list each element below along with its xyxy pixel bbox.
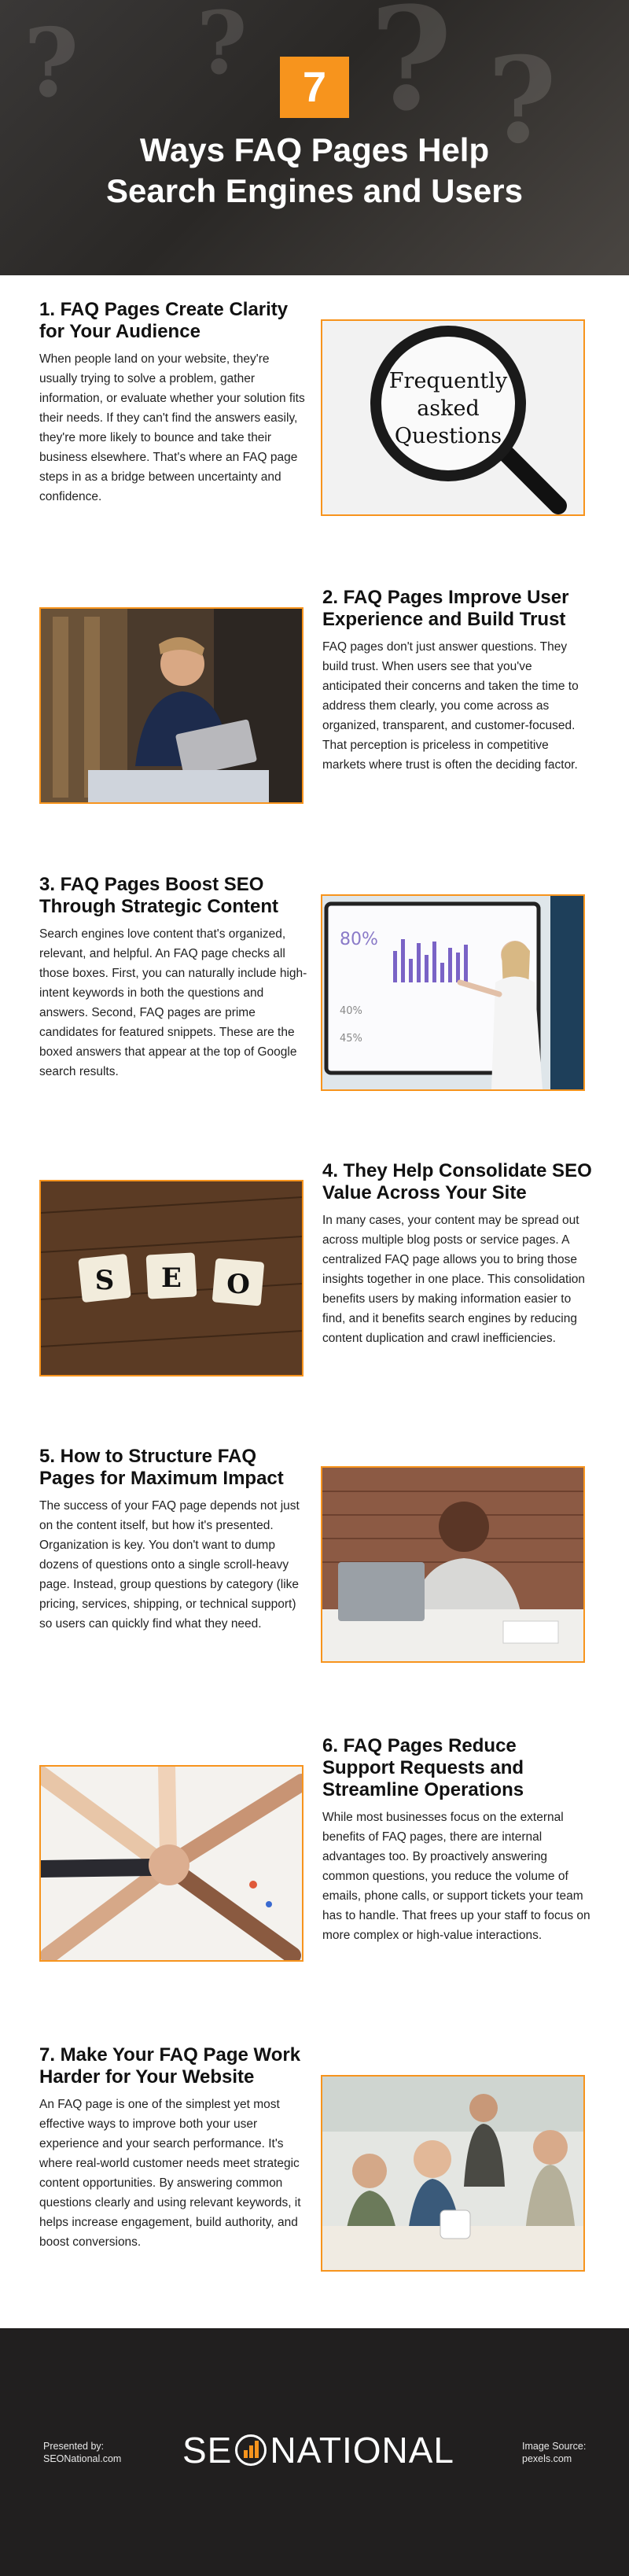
presentation-screen-photo [322, 896, 583, 1089]
section-2 [322, 587, 594, 775]
question-mark-shape: ? [24, 8, 79, 119]
section-2-body: FAQ pages don't just answer questions. They build trust. When users see that you've anticipated their concerns and taken the time to address them clearly, you come across as organized, transparent, and customer-focused. That perception is priceless in competitive markets where trust is often the deciding factor. [322, 640, 579, 772]
section-1-body: When people land on your website, they're usually trying to solve a problem, gather information, or evaluate whether your solution fits their needs. If they can't find the answers easily, they're more likely to bounce and take their business elsewhere. That's where an FAQ page steps in as a bridge between uncertainty and confidence. [39, 352, 305, 503]
section-4-image [39, 1180, 303, 1376]
section-5-title: 5. How to Structure FAQ Pages for Maximum Impact [39, 1446, 284, 1489]
title-line-2: Search Engines and Users [106, 172, 523, 209]
team-hands-photo [41, 1767, 302, 1960]
presented-by-label: Presented by: [43, 2441, 105, 2452]
title-line-1: Ways FAQ Pages Help [139, 131, 490, 168]
presenter-name: SEONational.com [43, 2453, 122, 2464]
seonational-logo [182, 2427, 465, 2474]
question-mark-shape: ? [487, 31, 557, 170]
screen-label-1: 80% [340, 930, 378, 949]
section-1 [39, 299, 311, 507]
section-2-image [39, 607, 303, 804]
section-7-image [321, 2075, 585, 2272]
section-5 [39, 1446, 311, 1634]
section-4 [322, 1160, 594, 1348]
page-title [0, 130, 629, 212]
image-source: pexels.com [522, 2453, 572, 2464]
tile-s: S [94, 1265, 115, 1296]
logo-chart-icon [235, 2434, 267, 2466]
lens-text-2: asked [417, 396, 480, 421]
lens-text-1: Frequently [388, 369, 508, 393]
magnifying-glass-illustration [322, 321, 583, 514]
section-1-image [321, 319, 585, 516]
section-7 [39, 2044, 311, 2252]
section-5-body: The success of your FAQ page depends not just on the content itself, but how it's presented. Organization is key. You don't want to dump dozens of questions onto a single scroll-heavy page. Instead, group questions by category (like pricing, services, shipping, or technical support) so users can quickly find what they need. [39, 1499, 300, 1631]
section-7-title: 7. Make Your FAQ Page Work Harder for Your Website [39, 2044, 301, 2088]
number-badge: 7 [280, 57, 349, 118]
lens-text-3: Questions [394, 424, 502, 448]
logo-text-right: NATIONAL [270, 2430, 455, 2471]
section-6-image [39, 1765, 303, 1962]
tile-e: E [161, 1262, 182, 1294]
section-4-title: 4. They Help Consolidate SEO Value Across Your Site [322, 1160, 592, 1203]
hero-banner [0, 0, 629, 275]
tile-o: O [226, 1269, 250, 1300]
section-3-image [321, 894, 585, 1091]
section-4-body: In many cases, your content may be spread out across multiple blog posts or service pages. A centralized FAQ page allows you to bring those insights together in one place. This consolidation benefits users by making information easier to find, and it benefits search engines by reducing content duplication and crawl inefficiencies. [322, 1214, 586, 1345]
smiling-man-laptop-photo [322, 1468, 583, 1661]
section-5-image [321, 1466, 585, 1663]
section-6 [322, 1735, 594, 1945]
section-7-body: An FAQ page is one of the simplest yet most effective ways to improve both your user experience and your search performance. It's where real-world customer needs meet strategic content opportunities. By answering common questions clearly and using relevant keywords, it helps increase engagement, build authority, and boost conversions. [39, 2098, 301, 2249]
logo-text-left: SE [182, 2430, 233, 2471]
section-3-title: 3. FAQ Pages Boost SEO Through Strategic Content [39, 874, 278, 917]
question-mark-shape: ? [197, 0, 248, 94]
screen-label-2: 40% [340, 1005, 362, 1017]
man-with-laptop-photo [41, 609, 302, 802]
screen-label-3: 45% [340, 1033, 362, 1045]
section-3 [39, 874, 311, 1082]
seo-tiles-photo [41, 1181, 302, 1375]
question-mark-shape: ? [370, 0, 453, 142]
section-1-title: 1. FAQ Pages Create Clarity for Your Audience [39, 299, 289, 342]
section-6-body: While most businesses focus on the external benefits of FAQ pages, there are internal advantages too. By proactively answering common questions, you reduce the volume of emails, phone calls, or support tickets your team has to handle. That frees up your staff to focus on more complex or high-value interactions. [322, 1811, 590, 1942]
section-2-title: 2. FAQ Pages Improve User Experience and Build Trust [322, 587, 569, 630]
image-source-label: Image Source: [522, 2441, 587, 2452]
team-meeting-photo [322, 2077, 583, 2270]
footer [0, 2328, 629, 2576]
section-6-title: 6. FAQ Pages Reduce Support Requests and Streamline Operations [322, 1735, 524, 1800]
section-3-body: Search engines love content that's organized, relevant, and helpful. An FAQ page checks all those boxes. First, you can naturally include high-intent keywords in both the questions and answers. Second, FAQ pages are prime candidates for featured snippets. These are the boxed answers that appear at the top of Google search results. [39, 927, 307, 1078]
